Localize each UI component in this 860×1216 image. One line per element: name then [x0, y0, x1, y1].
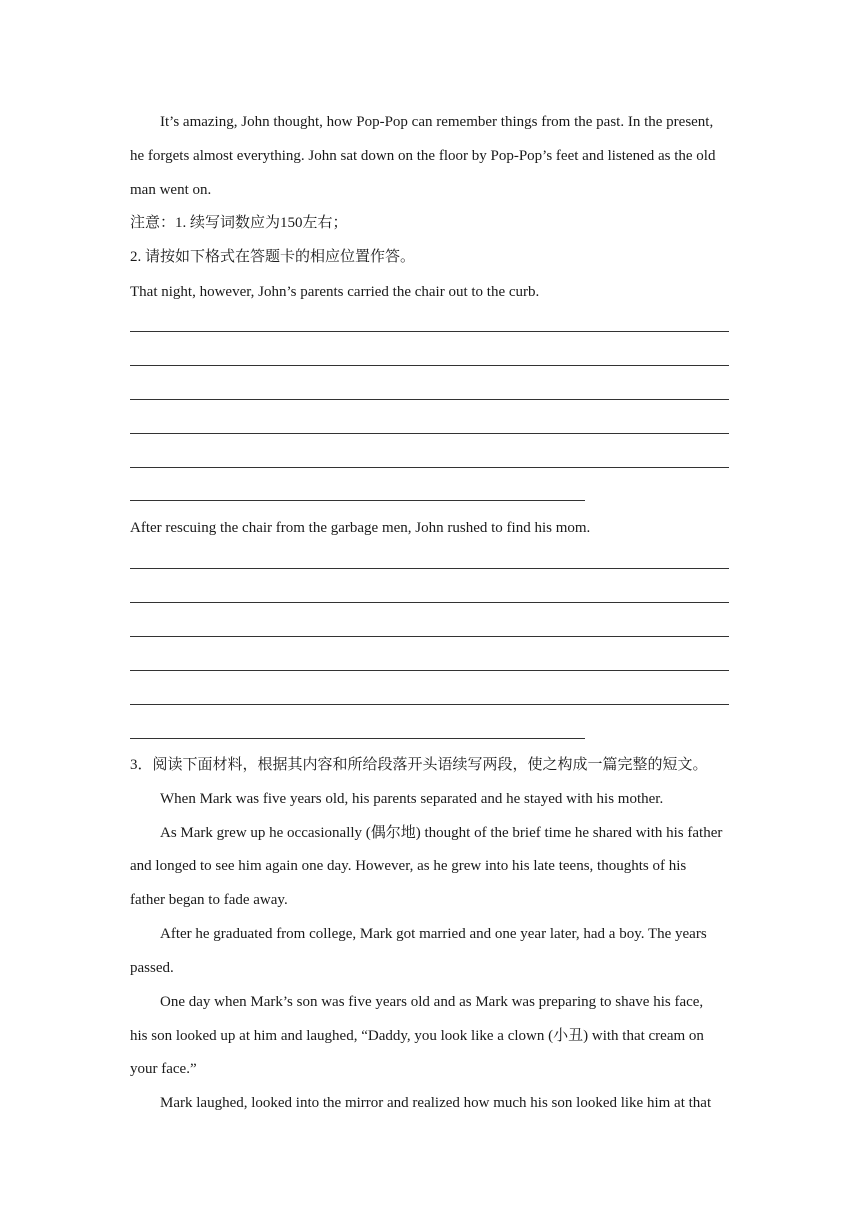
- answer-line: [130, 568, 729, 569]
- answer-line: [130, 433, 729, 434]
- paragraph-prompt-2: After rescuing the chair from the garbage men, John rushed to find his mom.: [130, 520, 591, 536]
- answer-line: [130, 399, 729, 400]
- passage-line: passed.: [130, 960, 174, 976]
- answer-line: [130, 331, 729, 332]
- passage-line: One day when Mark’s son was five years old and as Mark was preparing to shave his face,: [160, 994, 704, 1010]
- passage-line: As Mark grew up he occasionally (偶尔地) thought of the brief time he shared with his father: [160, 825, 723, 841]
- passage-line: After he graduated from college, Mark got married and one year later, had a boy. The years: [160, 926, 707, 942]
- answer-line: [130, 704, 729, 705]
- answer-line: [130, 365, 729, 366]
- question-3-heading: 3．阅读下面材料，根据其内容和所给段落开头语续写两段，使之构成一篇完整的短文。: [130, 757, 708, 773]
- passage-line: It’s amazing, John thought, how Pop-Pop can remember things from the past. In the present,: [160, 114, 714, 130]
- answer-line: [130, 738, 585, 739]
- passage-line: When Mark was five years old, his parents separated and he stayed with his mother.: [160, 791, 664, 807]
- passage-line: he forgets almost everything. John sat down on the floor by Pop-Pop’s feet and listened as the old: [130, 148, 716, 164]
- passage-line: man went on.: [130, 182, 212, 198]
- note-word-count: 注意：1. 续写词数应为150左右；: [130, 215, 348, 231]
- answer-line: [130, 636, 729, 637]
- paragraph-prompt-1: That night, however, John’s parents carried the chair out to the curb.: [130, 284, 540, 300]
- answer-line: [130, 500, 585, 501]
- passage-line: his son looked up at him and laughed, “Daddy, you look like a clown (小丑) with that cream on: [130, 1028, 704, 1044]
- answer-line: [130, 467, 729, 468]
- answer-line: [130, 670, 729, 671]
- answer-line: [130, 602, 729, 603]
- note-format: 2. 请按如下格式在答题卡的相应位置作答。: [130, 249, 416, 265]
- passage-line: father began to fade away.: [130, 892, 288, 908]
- passage-line: and longed to see him again one day. However, as he grew into his late teens, thoughts of his: [130, 858, 687, 874]
- passage-line: your face.”: [130, 1061, 197, 1077]
- passage-line: Mark laughed, looked into the mirror and realized how much his son looked like him at that: [160, 1095, 712, 1111]
